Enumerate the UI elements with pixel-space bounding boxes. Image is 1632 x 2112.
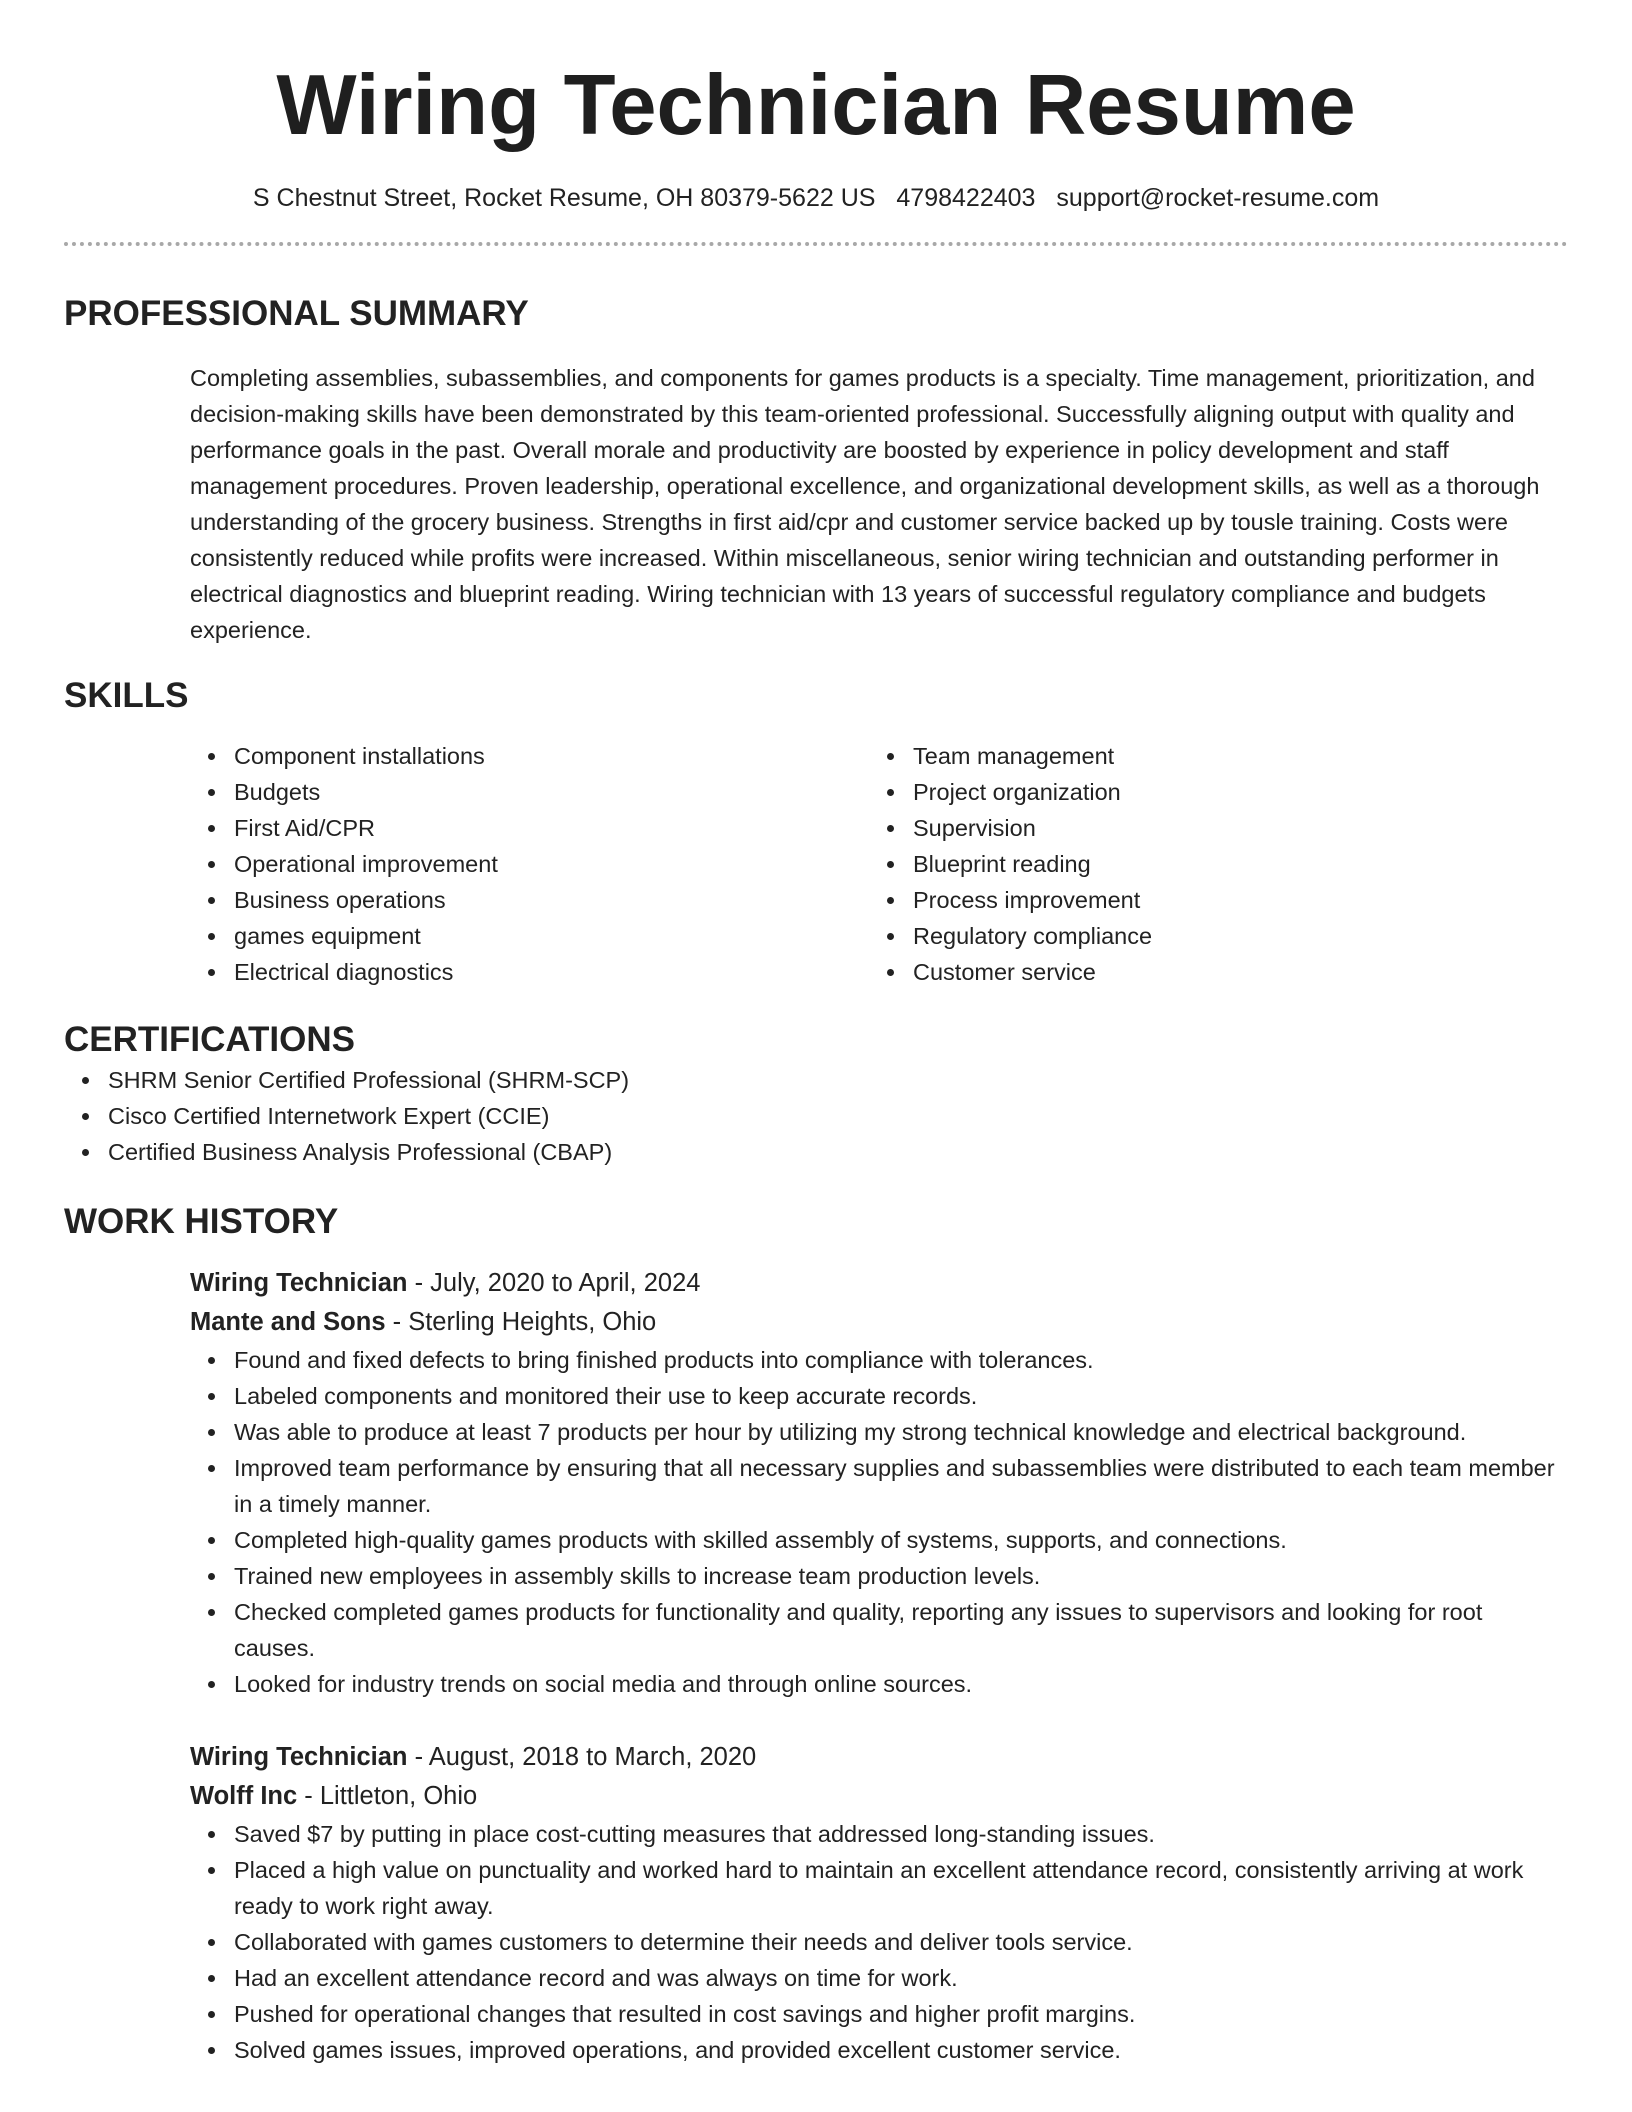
skills-columns: [190, 738, 1568, 990]
job-responsibilities: [190, 1816, 1568, 2068]
job-location: - Sterling Heights, Ohio: [385, 1308, 657, 1336]
contact-line: [64, 182, 1568, 214]
contact-email: support@rocket-resume.com: [1056, 184, 1380, 212]
certifications-list: [64, 1062, 1568, 1170]
job-location: - Littleton, Ohio: [297, 1782, 478, 1810]
section-heading-summary: PROFESSIONAL SUMMARY: [64, 294, 529, 333]
skills-list-left: [190, 738, 869, 990]
job-dates: - July, 2020 to April, 2024: [407, 1269, 701, 1297]
skill-item: Electrical diagnostics: [190, 954, 869, 990]
skill-item: Budgets: [190, 774, 869, 810]
job-company: Wolff Inc: [190, 1782, 298, 1810]
job-bullet: Checked completed games products for functionality and quality, reporting any issues to supervisors and looking for root causes.: [190, 1594, 1568, 1666]
job-bullet: Trained new employees in assembly skills to increase team production levels.: [190, 1558, 1568, 1594]
skill-item: First Aid/CPR: [190, 810, 869, 846]
job-bullet: Had an excellent attendance record and was always on time for work.: [190, 1960, 1568, 1996]
skill-item: Process improvement: [869, 882, 1548, 918]
section-heading-skills: SKILLS: [64, 676, 189, 715]
job-company: Mante and Sons: [190, 1308, 386, 1336]
job-title-line: [190, 1738, 1568, 1777]
skill-item: Team management: [869, 738, 1548, 774]
certification-item: Certified Business Analysis Professional (CBAP): [64, 1134, 1568, 1170]
skills-list-right: [869, 738, 1548, 990]
job-company-line: [190, 1777, 1568, 1816]
section-heading-work-history: WORK HISTORY: [64, 1202, 339, 1241]
job-bullet: Improved team performance by ensuring that all necessary supplies and subassemblies were distributed to each team member in a timely manner.: [190, 1450, 1568, 1522]
header-divider: [64, 242, 1568, 246]
job-entry: [190, 1738, 1568, 2068]
job-dates: - August, 2018 to March, 2020: [407, 1743, 757, 1771]
certifications-section: [64, 1018, 1568, 1170]
job-bullet: Saved $7 by putting in place cost-cutting measures that addressed long-standing issues.: [190, 1816, 1568, 1852]
section-heading-certifications: CERTIFICATIONS: [64, 1020, 356, 1059]
summary-text: Completing assemblies, subassemblies, and components for games products is a specialty. Time management, prioritization, and decision-making skills have been demonstrated by this team-oriented professional. Successfully aligning output with quality and performance goals in the past. Overall morale and productivity are boosted by experience in policy development and staff management procedures. Proven leadership, operational excellence, and organizational development skills, as well as a thorough understanding of the grocery business. Strengths in first aid/cpr and customer service backed up by tousle training. Costs were consistently reduced while profits were increased. Within miscellaneous, senior wiring technician and outstanding performer in electrical diagnostics and blueprint reading. Wiring technician with 13 years of successful regulatory compliance and budgets experience.: [190, 365, 1540, 643]
job-bullet: Labeled components and monitored their use to keep accurate records.: [190, 1378, 1568, 1414]
job-responsibilities: [190, 1342, 1568, 1702]
job-bullet: Was able to produce at least 7 products per hour by utilizing my strong technical knowledge and electrical background.: [190, 1414, 1568, 1450]
job-title-line: [190, 1264, 1568, 1303]
job-bullet: Found and fixed defects to bring finished products into compliance with tolerances.: [190, 1342, 1568, 1378]
job-bullet: Pushed for operational changes that resulted in cost savings and higher profit margins.: [190, 1996, 1568, 2032]
job-company-line: [190, 1303, 1568, 1342]
resume-page: [64, 0, 1568, 2068]
skill-item: Blueprint reading: [869, 846, 1548, 882]
contact-phone: 4798422403: [896, 184, 1036, 212]
job-bullet: Collaborated with games customers to determine their needs and deliver tools service.: [190, 1924, 1568, 1960]
skills-section: [64, 674, 1568, 990]
skill-item: Operational improvement: [190, 846, 869, 882]
certification-item: SHRM Senior Certified Professional (SHRM-SCP): [64, 1062, 1568, 1098]
contact-address: S Chestnut Street, Rocket Resume, OH 80379-5622 US: [252, 184, 876, 212]
job-bullet: Completed high-quality games products with skilled assembly of systems, supports, and connections.: [190, 1522, 1568, 1558]
resume-title: Wiring Technician Resume: [276, 58, 1356, 153]
skill-item: Customer service: [869, 954, 1548, 990]
job-bullet: Solved games issues, improved operations, and provided excellent customer service.: [190, 2032, 1568, 2068]
skill-item: games equipment: [190, 918, 869, 954]
job-bullet: Placed a high value on punctuality and worked hard to maintain an excellent attendance record, consistently arriving at work ready to work right away.: [190, 1852, 1568, 1924]
skill-item: Business operations: [190, 882, 869, 918]
job-role: Wiring Technician: [190, 1743, 408, 1771]
work-history-section: [64, 1200, 1568, 2068]
job-bullet: Looked for industry trends on social media and through online sources.: [190, 1666, 1568, 1702]
skill-item: Regulatory compliance: [869, 918, 1548, 954]
skill-item: Supervision: [869, 810, 1548, 846]
summary-section: [64, 292, 1568, 648]
job-role: Wiring Technician: [190, 1269, 408, 1297]
certification-item: Cisco Certified Internetwork Expert (CCIE): [64, 1098, 1568, 1134]
skill-item: Project organization: [869, 774, 1548, 810]
job-entry: [190, 1264, 1568, 1702]
skill-item: Component installations: [190, 738, 869, 774]
